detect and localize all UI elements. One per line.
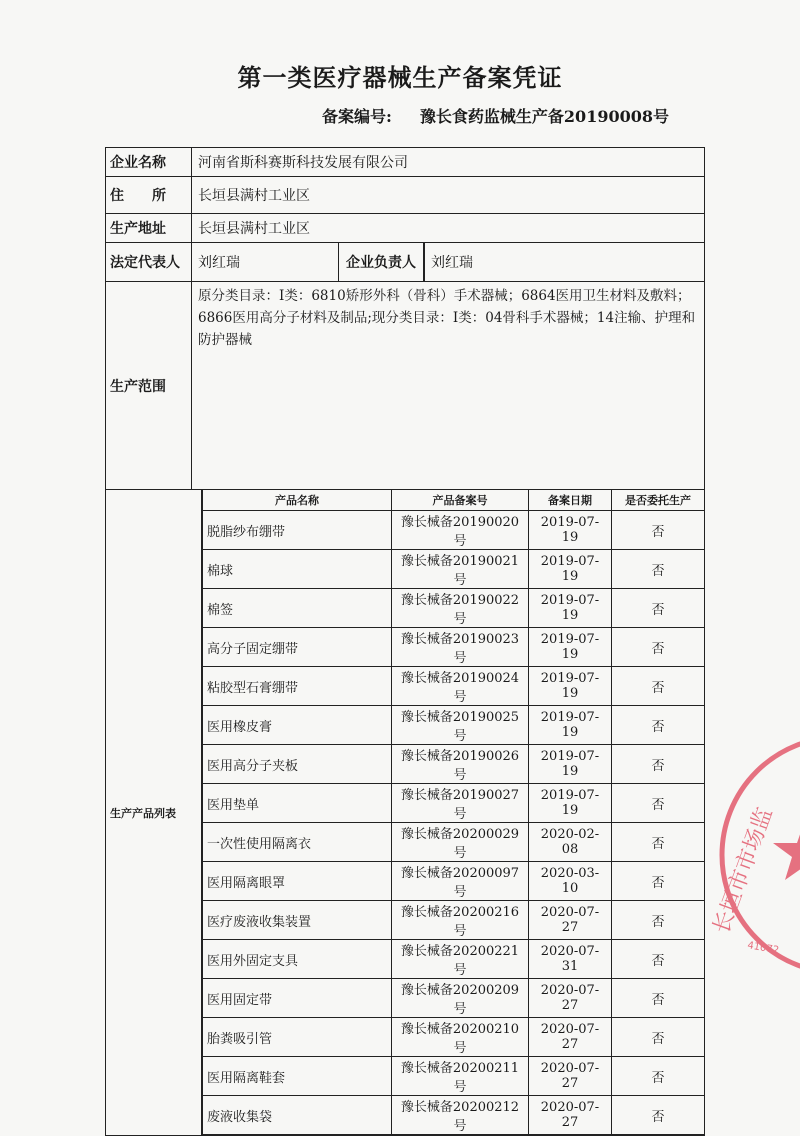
entrusted: 否 <box>612 979 705 1018</box>
row-company <box>106 148 704 177</box>
column-header: 备案日期 <box>529 490 612 511</box>
star-icon <box>773 820 800 880</box>
entrusted: 否 <box>612 589 705 628</box>
record-number: 豫长械备20190027号 <box>392 784 529 823</box>
entrusted: 否 <box>612 550 705 589</box>
record-number: 豫长械备20190025号 <box>392 706 529 745</box>
column-header: 产品名称 <box>203 490 392 511</box>
record-date: 2019-07-19 <box>529 784 612 823</box>
value: 刘红瑞 <box>198 255 240 271</box>
product-list <box>106 490 704 1135</box>
entrusted: 否 <box>612 823 705 862</box>
record-number: 豫长械备20190026号 <box>392 745 529 784</box>
row-address <box>106 177 704 214</box>
label: 住 所 <box>106 177 192 213</box>
product-name: 脱脂纱布绷带 <box>203 511 392 550</box>
record-date: 2020-07-31 <box>529 940 612 979</box>
entrusted: 否 <box>612 706 705 745</box>
record-number <box>322 104 697 127</box>
value: 长垣县满村工业区 <box>198 221 310 237</box>
entrusted: 否 <box>612 1057 705 1096</box>
product-name: 胎粪吸引管 <box>203 1018 392 1057</box>
product-name: 医用橡皮膏 <box>203 706 392 745</box>
row-production-address <box>106 214 704 243</box>
product-name: 高分子固定绷带 <box>203 628 392 667</box>
record-number: 豫长械备20200097号 <box>392 862 529 901</box>
value: 河南省斯科赛斯科技发展有限公司 <box>198 155 408 171</box>
value: 原分类目录：Ⅰ类：6810矫形外科（骨科）手术器械；6864医用卫生材料及敷料；6866医用高分子材料及制品;现分类目录：Ⅰ类：04骨科手术器械；14注输、护理和防护器械 <box>198 288 696 348</box>
svg-text:41072: 41072 <box>746 940 780 957</box>
table-row <box>203 823 705 862</box>
record-table <box>105 147 705 1136</box>
label: 法定代表人 <box>106 243 192 281</box>
column-header: 产品备案号 <box>392 490 529 511</box>
table-row <box>203 1057 705 1096</box>
record-number: 豫长械备20190022号 <box>392 589 529 628</box>
record-number: 豫长械备20190023号 <box>392 628 529 667</box>
entrusted: 否 <box>612 862 705 901</box>
table-row <box>203 550 705 589</box>
table-row <box>203 706 705 745</box>
record-number: 豫长械备20200029号 <box>392 823 529 862</box>
record-number: 豫长械备20190020号 <box>392 511 529 550</box>
document-title: 第一类医疗器械生产备案凭证 <box>237 63 563 92</box>
table-row <box>203 862 705 901</box>
record-number: 豫长械备20200221号 <box>392 940 529 979</box>
record-date: 2019-07-19 <box>529 667 612 706</box>
table-row <box>203 589 705 628</box>
record-date: 2020-02-08 <box>529 823 612 862</box>
table-row <box>203 940 705 979</box>
record-date: 2019-07-19 <box>529 628 612 667</box>
entrusted: 否 <box>612 511 705 550</box>
official-seal-stamp <box>705 730 800 970</box>
product-name: 医用外固定支具 <box>203 940 392 979</box>
record-number: 豫长械备20190021号 <box>392 550 529 589</box>
record-date: 2019-07-19 <box>529 706 612 745</box>
record-date: 2020-07-27 <box>529 1057 612 1096</box>
product-name: 医用隔离眼罩 <box>203 862 392 901</box>
column-header: 是否委托生产 <box>612 490 705 511</box>
entrusted: 否 <box>612 745 705 784</box>
record-date: 2019-07-19 <box>529 589 612 628</box>
row-representatives <box>106 243 704 282</box>
label: 企业名称 <box>106 148 192 176</box>
entrusted: 否 <box>612 667 705 706</box>
record-date: 2019-07-19 <box>529 550 612 589</box>
record-date: 2020-07-27 <box>529 1018 612 1057</box>
product-name: 棉签 <box>203 589 392 628</box>
product-name: 医用固定带 <box>203 979 392 1018</box>
record-label: 备案编号: <box>322 107 392 126</box>
svg-text:长垣市市场监: 长垣市市场监 <box>709 804 778 938</box>
record-number: 豫长械备20200211号 <box>392 1057 529 1096</box>
product-name: 一次性使用隔离衣 <box>203 823 392 862</box>
label: 生产产品列表 <box>106 490 202 1135</box>
product-name: 废液收集袋 <box>203 1096 392 1135</box>
row-scope <box>106 282 704 490</box>
table-row <box>203 784 705 823</box>
entrusted: 否 <box>612 901 705 940</box>
value: 刘红瑞 <box>424 243 704 281</box>
entrusted: 否 <box>612 784 705 823</box>
product-name: 粘胶型石膏绷带 <box>203 667 392 706</box>
entrusted: 否 <box>612 1018 705 1057</box>
label: 生产地址 <box>106 214 192 242</box>
product-name: 医用隔离鞋套 <box>203 1057 392 1096</box>
product-table <box>202 490 704 1135</box>
value: 长垣县满村工业区 <box>198 188 310 204</box>
product-name: 棉球 <box>203 550 392 589</box>
label: 企业负责人 <box>338 243 424 281</box>
record-date: 2020-07-27 <box>529 979 612 1018</box>
record-number: 豫长械备20190024号 <box>392 667 529 706</box>
entrusted: 否 <box>612 628 705 667</box>
record-number: 豫长械备20200212号 <box>392 1096 529 1135</box>
record-date: 2019-07-19 <box>529 745 612 784</box>
entrusted: 否 <box>612 1096 705 1135</box>
entrusted: 否 <box>612 940 705 979</box>
record-value: 豫长食药监械生产备20190008号 <box>419 107 669 126</box>
table-row <box>203 628 705 667</box>
table-row <box>203 745 705 784</box>
record-date: 2020-07-27 <box>529 901 612 940</box>
table-row <box>203 979 705 1018</box>
table-row <box>203 901 705 940</box>
table-row <box>203 1096 705 1135</box>
table-row <box>203 1018 705 1057</box>
record-number: 豫长械备20200210号 <box>392 1018 529 1057</box>
record-date: 2020-07-27 <box>529 1096 612 1135</box>
record-number: 豫长械备20200216号 <box>392 901 529 940</box>
record-number: 豫长械备20200209号 <box>392 979 529 1018</box>
record-date: 2019-07-19 <box>529 511 612 550</box>
record-date: 2020-03-10 <box>529 862 612 901</box>
product-name: 医疗废液收集装置 <box>203 901 392 940</box>
product-name: 医用垫单 <box>203 784 392 823</box>
label: 生产范围 <box>106 282 192 489</box>
product-name: 医用高分子夹板 <box>203 745 392 784</box>
table-row <box>203 511 705 550</box>
table-row <box>203 667 705 706</box>
